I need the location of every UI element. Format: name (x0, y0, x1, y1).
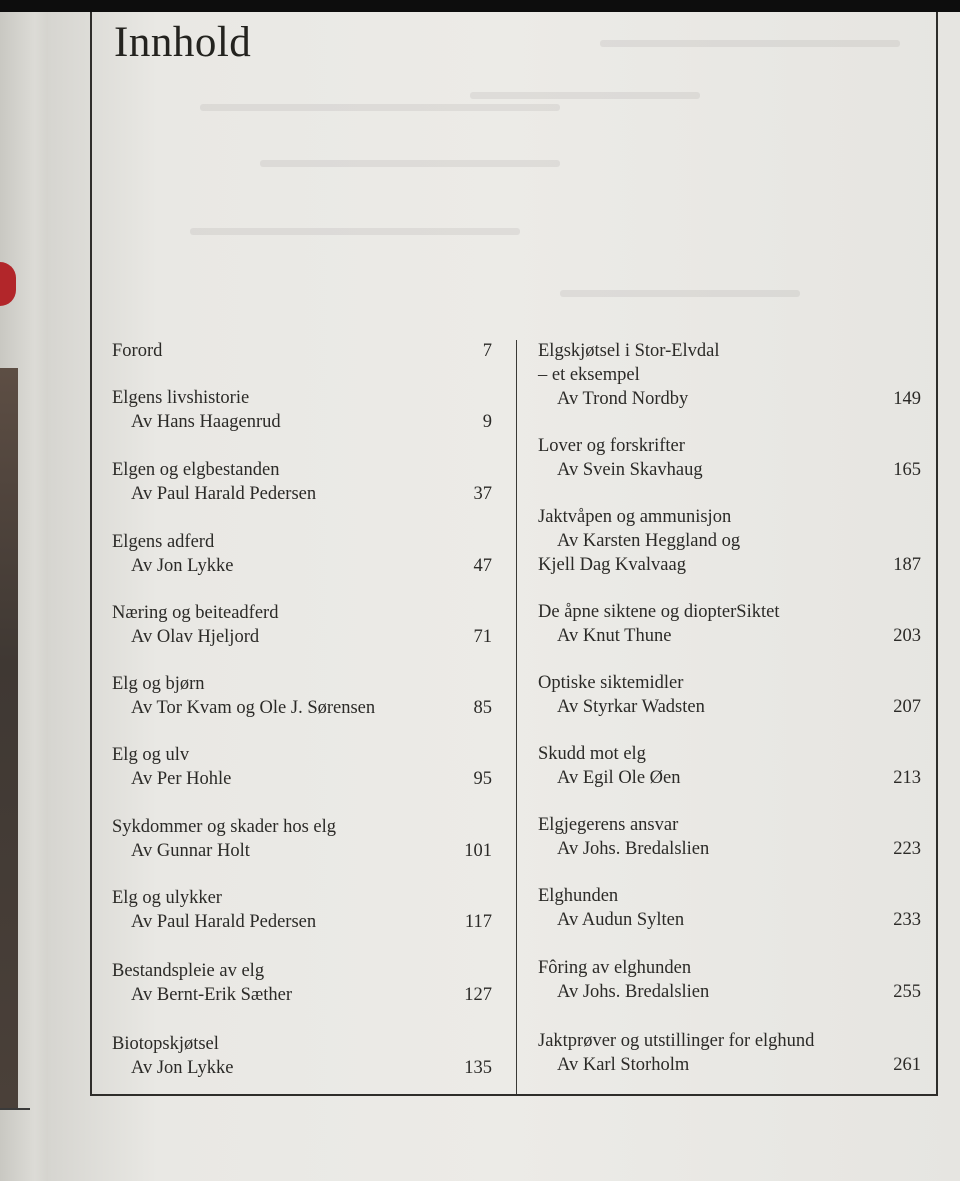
facing-page-photo-edge (0, 368, 18, 1108)
chapter-title: Jaktprøver og utstillinger for elghund (538, 1031, 815, 1051)
column-divider (516, 340, 517, 1094)
page-number: 47 (473, 556, 492, 576)
show-through-line (470, 92, 700, 99)
toc-entry (538, 742, 921, 790)
chapter-title: Elgens livshistorie (112, 388, 250, 408)
show-through-line (260, 160, 560, 167)
toc-entry (538, 339, 921, 411)
page-number: 207 (893, 697, 921, 717)
page-number: 165 (893, 460, 921, 480)
chapter-subtitle: – et eksempel (538, 365, 640, 385)
toc-entry (112, 1032, 492, 1080)
chapter-author: Av Per Hohle (131, 769, 232, 789)
chapter-title: Sykdommer og skader hos elg (112, 817, 337, 837)
page-number: 213 (893, 768, 921, 788)
chapter-title: Elg og ulykker (112, 888, 222, 908)
chapter-title: Skudd mot elg (538, 744, 646, 764)
toc-entry (112, 530, 492, 578)
chapter-title: Elghunden (538, 886, 619, 906)
toc-entry (538, 813, 921, 861)
page-number: 255 (893, 982, 921, 1002)
toc-entry (538, 434, 921, 482)
chapter-author: Av Styrkar Wadsten (557, 697, 705, 717)
chapter-title: Lover og forskrifter (538, 436, 685, 456)
chapter-title: De åpne siktene og diopterSiktet (538, 602, 780, 622)
page-number: 187 (893, 555, 921, 575)
chapter-title: Fôring av elghunden (538, 958, 692, 978)
show-through-line (200, 104, 560, 111)
chapter-author: Av Karsten Heggland og (557, 531, 741, 551)
page-number: 95 (473, 769, 492, 789)
page-number: 261 (893, 1055, 921, 1075)
toc-entry (112, 458, 492, 506)
chapter-author: Av Johs. Bredalslien (557, 982, 710, 1002)
chapter-author: Av Paul Harald Pedersen (131, 912, 317, 932)
chapter-title: Elgen og elgbestanden (112, 460, 280, 480)
page-number: 233 (893, 910, 921, 930)
page-number: 135 (464, 1058, 492, 1078)
chapter-author: Av Olav Hjeljord (131, 627, 260, 647)
page-frame-left (90, 12, 92, 1096)
chapter-author: Av Egil Ole Øen (557, 768, 681, 788)
show-through-line (600, 40, 900, 47)
toc-entry (538, 505, 921, 577)
page-number: 149 (893, 389, 921, 409)
toc-entry (112, 386, 492, 434)
page-number: 71 (473, 627, 492, 647)
toc-entry (112, 339, 492, 363)
chapter-title: Biotopskjøtsel (112, 1034, 219, 1054)
chapter-author: Av Trond Nordby (557, 389, 689, 409)
show-through-line (190, 228, 520, 235)
page-title: Innhold (114, 19, 252, 66)
toc-entry (112, 959, 492, 1007)
chapter-title: Elgens adferd (112, 532, 215, 552)
chapter-title: Elg og ulv (112, 745, 190, 765)
chapter-author: Av Jon Lykke (131, 1058, 234, 1078)
toc-entry (538, 600, 921, 648)
toc-entry (112, 672, 492, 720)
page-number: 85 (473, 698, 492, 718)
chapter-author: Av Knut Thune (557, 626, 672, 646)
chapter-author: Av Tor Kvam og Ole J. Sørensen (131, 698, 376, 718)
page-number: 203 (893, 626, 921, 646)
page-number: 117 (464, 912, 492, 932)
chapter-title: Elgjegerens ansvar (538, 815, 679, 835)
chapter-title: Næring og beiteadferd (112, 603, 279, 623)
chapter-title: Jaktvåpen og ammunisjon (538, 507, 732, 527)
chapter-author: Av Johs. Bredalslien (557, 839, 710, 859)
chapter-author: Av Bernt-Erik Sæther (131, 985, 292, 1005)
page-number: 37 (473, 484, 492, 504)
chapter-author: Av Gunnar Holt (131, 841, 250, 861)
chapter-title: Optiske siktemidler (538, 673, 684, 693)
chapter-author: Av Jon Lykke (131, 556, 234, 576)
toc-entry (538, 671, 921, 719)
page-frame-bottom (90, 1094, 938, 1096)
top-border (0, 0, 960, 12)
chapter-title: Bestandspleie av elg (112, 961, 265, 981)
page-number: 7 (482, 341, 492, 361)
chapter-author: Av Audun Sylten (557, 910, 685, 930)
page-number: 101 (464, 841, 492, 861)
toc-entry (112, 886, 492, 934)
chapter-author: Av Svein Skavhaug (557, 460, 703, 480)
chapter-title: Elg og bjørn (112, 674, 205, 694)
chapter-author: Av Paul Harald Pedersen (131, 484, 317, 504)
chapter-title: Forord (112, 341, 163, 361)
show-through-line (560, 290, 800, 297)
chapter-author: Av Karl Storholm (557, 1055, 690, 1075)
page-number: 9 (482, 412, 492, 432)
toc-entry (538, 956, 921, 1004)
page-number: 223 (893, 839, 921, 859)
facing-page-rule (0, 1108, 30, 1110)
toc-entry (112, 743, 492, 791)
toc-entry (538, 884, 921, 932)
page-frame-right (936, 12, 938, 1096)
toc-entry (112, 815, 492, 863)
toc-entry (112, 601, 492, 649)
chapter-author: Av Hans Haagenrud (131, 412, 281, 432)
chapter-title: Elgskjøtsel i Stor-Elvdal (538, 341, 720, 361)
toc-entry (538, 1029, 921, 1077)
chapter-author-continued: Kjell Dag Kvalvaag (538, 555, 686, 575)
page-number: 127 (464, 985, 492, 1005)
